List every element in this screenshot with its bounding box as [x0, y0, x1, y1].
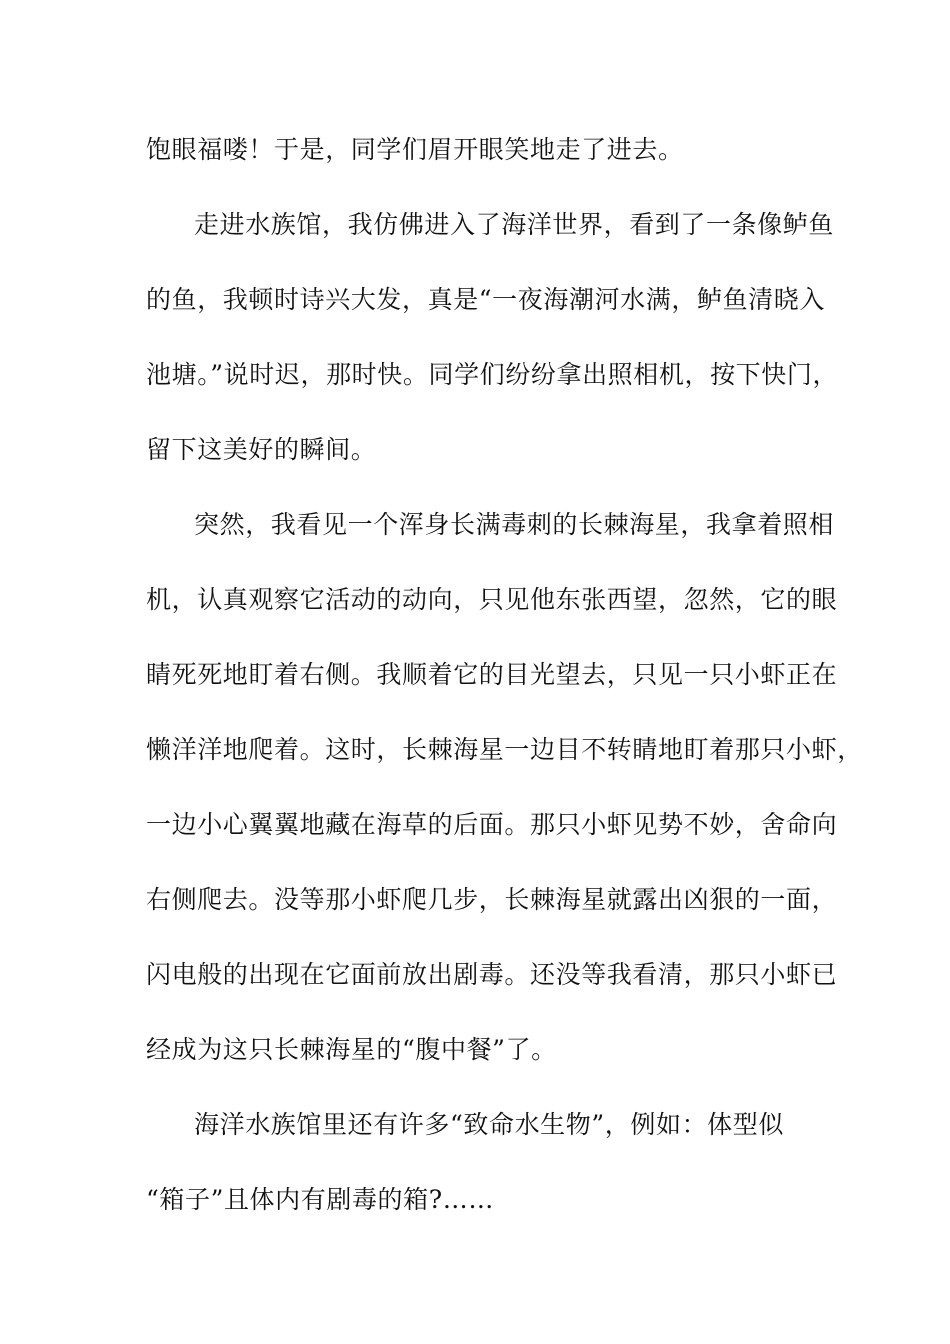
text-line: “箱子”且体内有剧毒的箱?……	[146, 1185, 494, 1214]
text-line: 机，认真观察它活动的动向，只见他东张西望，忽然，它的眼	[146, 585, 838, 614]
text-line: 懒洋洋地爬着。这时，长棘海星一边目不转睛地盯着那只小虾，	[146, 735, 863, 764]
paragraph-start-line: 突然，我看见一个浑身长满毒刺的长棘海星，我拿着照相	[194, 510, 835, 539]
text-line: 一边小心翼翼地藏在海草的后面。那只小虾见势不妙，舍命向	[146, 810, 838, 839]
paragraph-start-line: 走进水族馆，我仿佛进入了海洋世界，看到了一条像鲈鱼	[194, 210, 835, 239]
text-line: 闪电般的出现在它面前放出剧毒。还没等我看清，那只小虾已	[146, 960, 838, 989]
text-line: 饱眼福喽！于是，同学们眉开眼笑地走了进去。	[146, 135, 684, 164]
paragraph-start-line: 海洋水族馆里还有许多“致命水生物”，例如：体型似	[194, 1110, 784, 1139]
text-line: 留下这美好的瞬间。	[146, 435, 377, 464]
text-line: 池塘。”说时迟，那时快。同学们纷纷拿出照相机，按下快门，	[146, 360, 839, 389]
text-line: 的鱼，我顿时诗兴大发，真是“一夜海潮河水满，鲈鱼清晓入	[146, 285, 825, 314]
text-line: 睛死死地盯着右侧。我顺着它的目光望去，只见一只小虾正在	[146, 660, 838, 689]
text-line: 右侧爬去。没等那小虾爬几步，长棘海星就露出凶狠的一面，	[146, 885, 838, 914]
text-line: 经成为这只长棘海星的“腹中餐”了。	[146, 1035, 557, 1064]
